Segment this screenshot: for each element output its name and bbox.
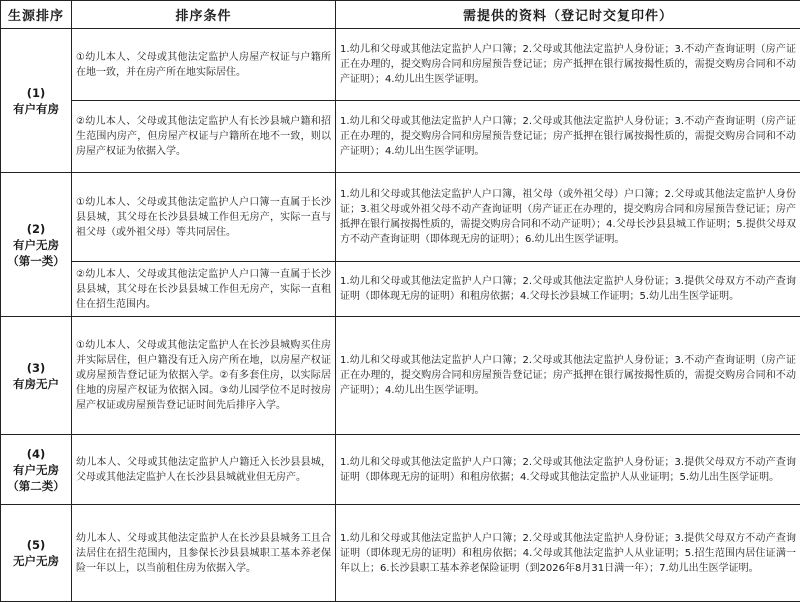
- category-cell-3: [1, 317, 72, 435]
- category-cell-4: [1, 435, 72, 505]
- table-row: [1, 317, 800, 435]
- category-name: 有户无房: [5, 462, 67, 478]
- condition-cell: ②幼儿本人、父母或其他法定监护人有长沙县城户籍和招生范围内房产，但房屋产权证与户籍所在地不一致，则以房屋产权证为依据入学。: [72, 101, 336, 173]
- category-name: 有户有房: [5, 101, 67, 117]
- category-number: (4): [5, 446, 67, 462]
- category-number: (2): [5, 221, 67, 237]
- materials-cell: 1.幼儿和父母或其他法定监护人户口簿；2.父母或其他法定监护人身份证；3.提供父母双方不动产查询证明（即体现无房的证明）和租房依据；4.父母或其他法定监护人从业证明；5.幼儿出生医学证明。: [336, 435, 800, 505]
- condition-cell: ①幼儿本人、父母或其他法定监护人在长沙县城购买住房并实际居住，但户籍没有迁入房产所在地，以房屋产权证或房屋预告登记证为依据入学。②有多套住房，以实际居住地的房屋产权证为依据入园。③幼儿园学位不足时按房屋产权证或房屋预告登记证时间先后排序入学。: [72, 317, 336, 435]
- category-name: 无户无房: [5, 553, 67, 569]
- condition-cell: ①幼儿本人、父母或其他法定监护人户口簿一直属于长沙县县城，其父母在长沙县县城工作但无房产，实际一直与祖父母（或外祖父母）等共同居住。: [72, 173, 336, 262]
- materials-cell: 1.幼儿和父母或其他法定监护人户口簿；2.父母或其他法定监护人身份证；3.提供父母双方不动产查询证明（即体现无房的证明）和租房依据；4.父母或其他法定监护人从业证明；5.招生范围内居住证满一年以上；6.长沙县职工基本养老保险证明（到2026年8月31日满一年）；7.幼儿出生医学证明。: [336, 505, 800, 602]
- category-cell-5: [1, 505, 72, 602]
- table-row: [1, 505, 800, 602]
- table-header-row: [1, 1, 800, 29]
- category-number: (1): [5, 85, 67, 101]
- condition-cell: ②幼儿本人、父母或其他法定监护人户口簿一直属于长沙县县城，其父母在长沙县县城工作但无房产，实际一直租住在招生范围内。: [72, 262, 336, 317]
- table-row: [1, 29, 800, 101]
- category-number: (3): [5, 360, 67, 376]
- category-cell-1: [1, 29, 72, 173]
- category-cell-2: [1, 173, 72, 317]
- header-order: 生源排序: [1, 1, 72, 29]
- materials-cell: 1.幼儿和父母或其他法定监护人户口簿，祖父母（或外祖父母）户口簿；2.父母或其他法定监护人身份证；3.祖父母或外祖父母不动产查询证明（房产证正在办理的，提交购房合同和房屋预告登记证；房产抵押在银行属按揭性质的，需提交购房合同和不动产证明）；4.父母长沙县县城工作证明；5.提供父母双方不动产查询证明（即体现无房的证明）；6.幼儿出生医学证明。: [336, 173, 800, 262]
- condition-cell: ①幼儿本人、父母或其他法定监护人房屋产权证与户籍所在地一致，并在房产所在地实际居住。: [72, 29, 336, 101]
- condition-cell: 幼儿本人、父母或其他法定监护人在长沙县县城务工且合法居住在招生范围内，且参保长沙县县城职工基本养老保险一年以上，以当前租住房为依据入学。: [72, 505, 336, 602]
- table-row: [1, 262, 800, 317]
- materials-cell: 1.幼儿和父母或其他法定监护人户口簿；2.父母或其他法定监护人身份证；3.提供父母双方不动产查询证明（即体现无房的证明）和租房依据；4.父母长沙县城工作证明；5.幼儿出生医学证明。: [336, 262, 800, 317]
- table-row: [1, 173, 800, 262]
- header-materials: 需提供的资料（登记时交复印件）: [336, 1, 800, 29]
- materials-cell: 1.幼儿和父母或其他法定监护人户口簿；2.父母或其他法定监护人身份证；3.不动产查询证明（房产证正在办理的，提交购房合同和房屋预告登记证；房产抵押在银行属按揭性质的，需提交购房合同和不动产证明）；4.幼儿出生医学证明。: [336, 317, 800, 435]
- materials-cell: 1.幼儿和父母或其他法定监护人户口簿；2.父母或其他法定监护人身份证；3.不动产查询证明（房产证正在办理的，提交购房合同和房屋预告登记证；房产抵押在银行属按揭性质的，需提交购房合同和不动产证明）；4.幼儿出生医学证明。: [336, 101, 800, 173]
- category-number: (5): [5, 537, 67, 553]
- table-row: [1, 101, 800, 173]
- materials-cell: 1.幼儿和父母或其他法定监护人户口簿；2.父母或其他法定监护人身份证；3.不动产查询证明（房产证正在办理的，提交购房合同和房屋预告登记证；房产抵押在银行属按揭性质的，需提交购房合同和不动产证明）；4.幼儿出生医学证明。: [336, 29, 800, 101]
- table-row: [1, 435, 800, 505]
- condition-cell: 幼儿本人、父母或其他法定监护人户籍迁入长沙县县城，父母或其他法定监护人在长沙县县城就业但无房产。: [72, 435, 336, 505]
- category-subtitle: （第一类）: [5, 253, 67, 269]
- category-name: 有户无房: [5, 237, 67, 253]
- category-name: 有房无户: [5, 376, 67, 392]
- header-condition: 排序条件: [72, 1, 336, 29]
- category-subtitle: （第二类）: [5, 478, 67, 494]
